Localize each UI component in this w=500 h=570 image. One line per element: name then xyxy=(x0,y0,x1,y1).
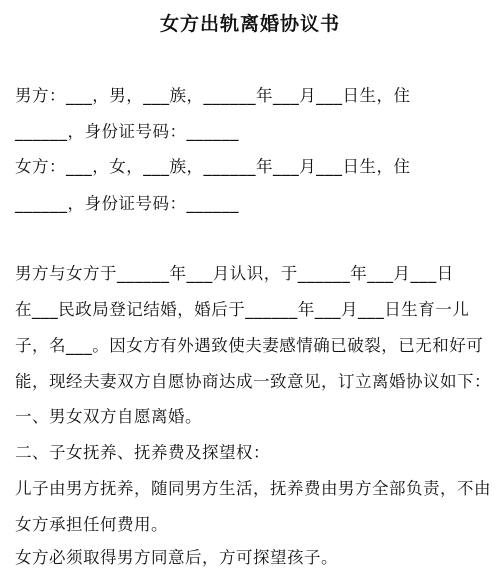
male-party-id-line: ______，身份证号码：______ xyxy=(15,122,239,141)
male-party-line: 男方：___，男，___族，______年___月___日生，住 xyxy=(15,86,411,105)
document-title: 女方出轨离婚协议书 xyxy=(159,13,340,35)
marriage-history-line-1: 男方与女方于______年___月认识，于______年___月___日 xyxy=(15,264,454,283)
marriage-history-line-3: 子，名___。因女方有外遇致使夫妻感情确已破裂，已无和好可 xyxy=(15,336,484,355)
female-party-id-line: ______，身份证号码：______ xyxy=(15,194,239,213)
clause-2-text-line-2: 女方承担任何费用。 xyxy=(15,515,168,534)
female-party-line: 女方：___，女，___族，______年___月___日生，住 xyxy=(15,157,411,176)
clause-2-visitation-line: 女方必须取得男方同意后，方可探望孩子。 xyxy=(15,548,338,567)
marriage-history-line-2: 在___民政局登记结婚，婚后于______年___月___日生育一儿 xyxy=(15,300,470,319)
clause-1-heading: 一、男女双方自愿离婚。 xyxy=(15,407,202,426)
marriage-history-line-4: 能，现经夫妻双方自愿协商达成一致意见，订立离婚协议如下： xyxy=(15,372,491,391)
clause-2-heading: 二、子女抚养、抚养费及探望权： xyxy=(15,443,270,462)
clause-2-text-line-1: 儿子由男方抚养，随同男方生活，抚养费由男方全部负责，不由 xyxy=(15,479,491,498)
